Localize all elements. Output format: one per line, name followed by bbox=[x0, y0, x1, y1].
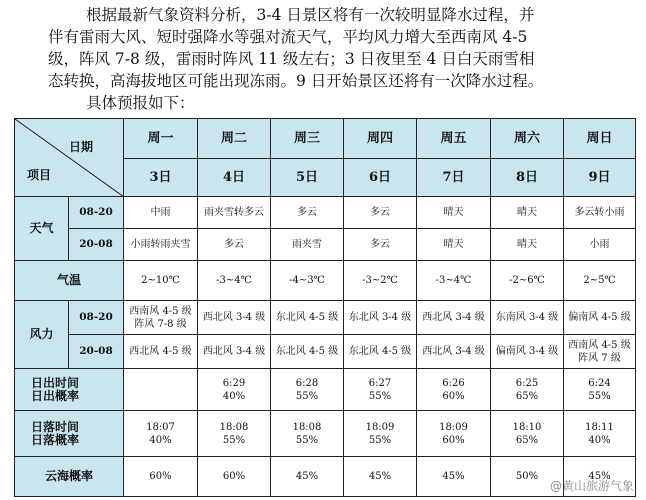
wind-night-cell: 偏南风 3-4 级 bbox=[491, 335, 564, 369]
period-day-label: 08-20 bbox=[69, 197, 124, 229]
sunset-cell: 18:09 60% bbox=[417, 411, 491, 457]
date-header: 8日 bbox=[491, 159, 564, 197]
table-corner bbox=[15, 119, 124, 197]
sunrise-cell: 6:28 55% bbox=[271, 369, 344, 411]
date-header: 6日 bbox=[344, 159, 417, 197]
wind-night-cell: 西南风 4-5 级 阵风 7 级 bbox=[564, 335, 636, 369]
wind-night-cell: 东北风 4-5 级 bbox=[344, 335, 417, 369]
sunrise-cell: 6:24 55% bbox=[564, 369, 636, 411]
cloud-sea-cell: 45% bbox=[564, 457, 636, 497]
weather-night-cell: 小雨转雨夹雪 bbox=[124, 229, 198, 261]
date-header: 7日 bbox=[417, 159, 491, 197]
weather-night-cell: 晴天 bbox=[491, 229, 564, 261]
sunrise-cell bbox=[124, 369, 198, 411]
weekday-header: 周一 bbox=[124, 119, 198, 159]
forecast-paragraph bbox=[48, 4, 608, 114]
sunset-cell: 18:09 55% bbox=[344, 411, 417, 457]
cloud-sea-cell: 60% bbox=[198, 457, 271, 497]
sunrise-category: 日出时间 日出概率 bbox=[15, 369, 124, 411]
sunset-category: 日落时间 日落概率 bbox=[15, 411, 124, 457]
cloud-sea-cell: 50% bbox=[491, 457, 564, 497]
temperature-cell: -4~3℃ bbox=[271, 261, 344, 301]
corner-item-label: 项目 bbox=[27, 168, 52, 182]
date-header: 4日 bbox=[198, 159, 271, 197]
wind-day-cell: 东北风 4-5 级 bbox=[271, 301, 344, 335]
wind-day-cell: 西南风 4-5 级 阵风 7-8 级 bbox=[124, 301, 198, 335]
sunrise-cell: 6:25 65% bbox=[491, 369, 564, 411]
wind-category: 风力 bbox=[15, 301, 69, 369]
temperature-cell: -3~2℃ bbox=[344, 261, 417, 301]
date-header: 5日 bbox=[271, 159, 344, 197]
sunset-cell: 18:08 55% bbox=[198, 411, 271, 457]
weather-night-cell: 多云 bbox=[344, 229, 417, 261]
wind-day-cell: 东北风 3-4 级 bbox=[344, 301, 417, 335]
weather-day-cell: 晴天 bbox=[491, 197, 564, 229]
wind-night-cell: 西北风 4-5 级 bbox=[124, 335, 198, 369]
sunset-cell: 18:07 40% bbox=[124, 411, 198, 457]
period-night-label: 20-08 bbox=[69, 229, 124, 261]
weekday-header: 周五 bbox=[417, 119, 491, 159]
weekday-header: 周三 bbox=[271, 119, 344, 159]
period-day-label: 08-20 bbox=[69, 301, 124, 335]
weather-day-cell: 多云 bbox=[344, 197, 417, 229]
paragraph-line: 态转换，高海拔地区可能出现冻雨。9 日开始景区还将有一次降水过程。 bbox=[48, 72, 544, 90]
weather-day-cell: 晴天 bbox=[417, 197, 491, 229]
weather-night-cell: 雨夹雪 bbox=[271, 229, 344, 261]
wind-day-cell: 西北风 3-4 级 bbox=[417, 301, 491, 335]
weekday-header: 周日 bbox=[564, 119, 636, 159]
temperature-cell: -3~4℃ bbox=[198, 261, 271, 301]
wind-day-cell: 西北风 3-4 级 bbox=[198, 301, 271, 335]
sunrise-cell: 6:26 60% bbox=[417, 369, 491, 411]
sunset-cell: 18:11 40% bbox=[564, 411, 636, 457]
paragraph-line: 根据最新气象资料分析，3-4 日景区将有一次较明显降水过程，并 bbox=[86, 6, 535, 24]
cloud-sea-cell: 45% bbox=[344, 457, 417, 497]
date-header: 9日 bbox=[564, 159, 636, 197]
sunset-cell: 18:08 55% bbox=[271, 411, 344, 457]
paragraph-line: 伴有雷雨大风、短时强降水等强对流天气，平均风力增大至西南风 4-5 bbox=[48, 28, 528, 46]
sunrise-cell: 6:27 55% bbox=[344, 369, 417, 411]
period-night-label: 20-08 bbox=[69, 335, 124, 369]
temperature-cell: 2~10℃ bbox=[124, 261, 198, 301]
date-header: 3日 bbox=[124, 159, 198, 197]
temperature-category: 气温 bbox=[15, 261, 124, 301]
cloud-sea-cell: 45% bbox=[271, 457, 344, 497]
cloud-sea-cell: 60% bbox=[124, 457, 198, 497]
wind-night-cell: 西北风 3-4 级 bbox=[417, 335, 491, 369]
weather-day-cell: 多云 bbox=[271, 197, 344, 229]
temperature-cell: 2~5℃ bbox=[564, 261, 636, 301]
weather-night-cell: 小雨 bbox=[564, 229, 636, 261]
wind-night-cell: 西北风 3-4 级 bbox=[198, 335, 271, 369]
temperature-cell: -3~4℃ bbox=[417, 261, 491, 301]
weather-category: 天气 bbox=[15, 197, 69, 261]
corner-date-label: 日期 bbox=[68, 140, 93, 154]
wind-night-cell: 东北风 4-5 级 bbox=[271, 335, 344, 369]
weather-day-cell: 雨夹雪转多云 bbox=[198, 197, 271, 229]
weekday-header: 周六 bbox=[491, 119, 564, 159]
paragraph-line: 具体预报如下： bbox=[86, 94, 195, 112]
cloud-sea-category: 云海概率 bbox=[15, 457, 124, 497]
weekday-header: 周二 bbox=[198, 119, 271, 159]
weather-night-cell: 晴天 bbox=[417, 229, 491, 261]
cloud-sea-cell: 45% bbox=[417, 457, 491, 497]
wind-day-cell: 偏南风 4-5 级 bbox=[564, 301, 636, 335]
weekday-header: 周四 bbox=[344, 119, 417, 159]
wind-day-cell: 东南风 3-4 级 bbox=[491, 301, 564, 335]
temperature-cell: -2~6℃ bbox=[491, 261, 564, 301]
weather-day-cell: 多云转小雨 bbox=[564, 197, 636, 229]
weather-day-cell: 中雨 bbox=[124, 197, 198, 229]
forecast-table bbox=[14, 118, 636, 497]
weather-night-cell: 多云 bbox=[198, 229, 271, 261]
sunset-cell: 18:10 65% bbox=[491, 411, 564, 457]
corner-diagonal bbox=[15, 119, 124, 197]
sunrise-cell: 6:29 40% bbox=[198, 369, 271, 411]
watermark: @黄山旅游气象 bbox=[549, 479, 634, 493]
paragraph-line: 级，阵风 7-8 级，雷雨时阵风 11 级左右；3 日夜里至 4 日白天雨雪相 bbox=[48, 50, 535, 68]
